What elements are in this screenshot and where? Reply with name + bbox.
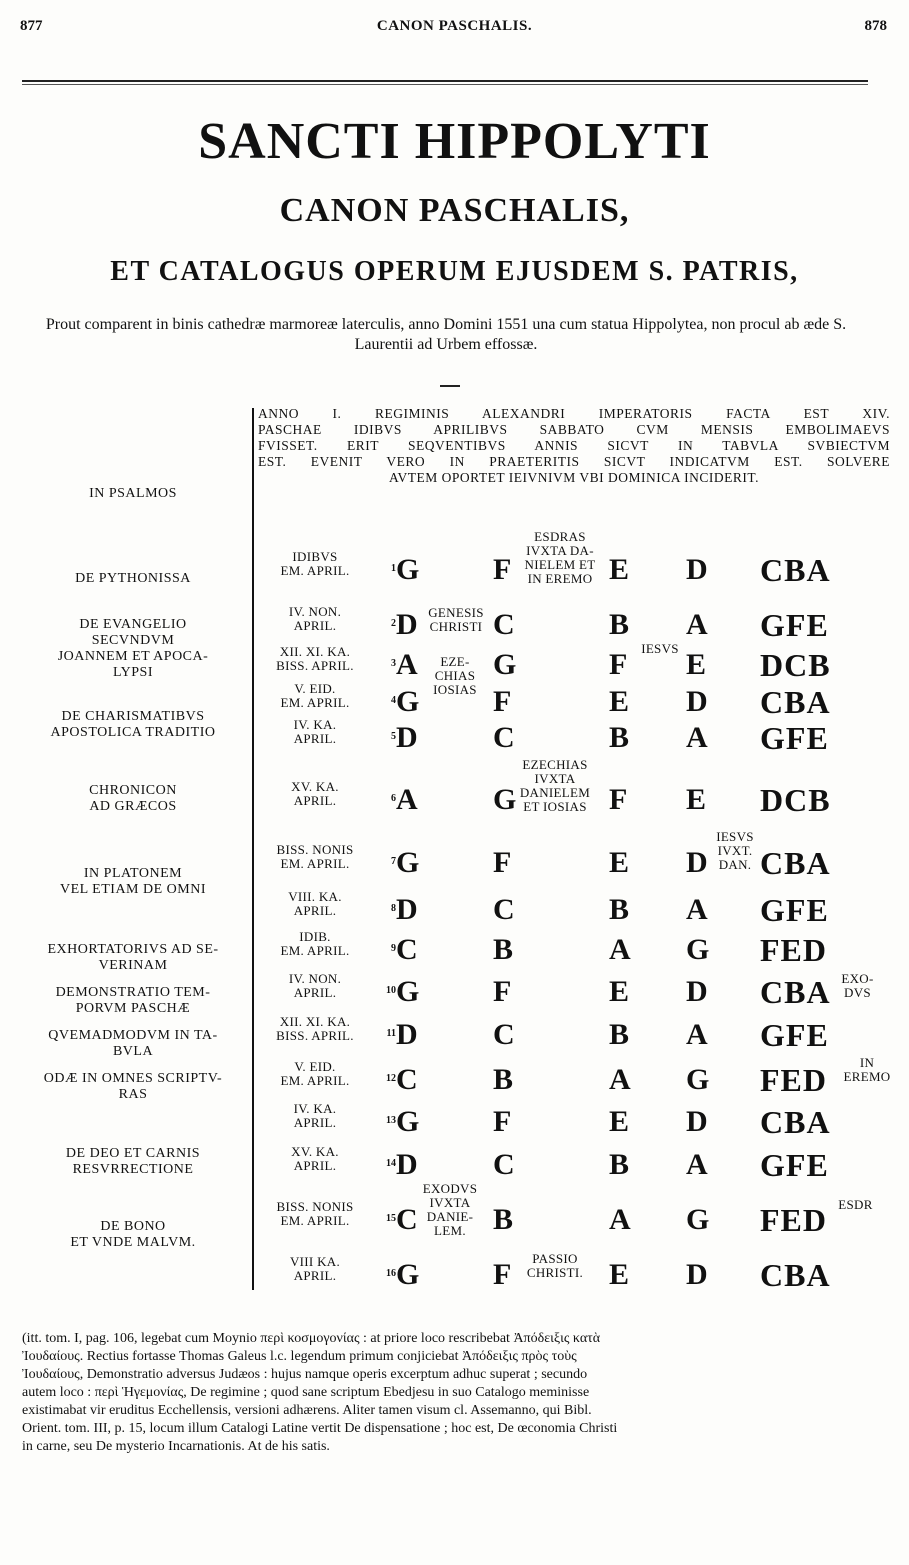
table-row [0,1145,909,1185]
dominical-letter: E [609,1258,630,1291]
table-note: GENESIS CHRISTI [428,605,484,634]
year-number: 4 [391,695,396,706]
year-number: 7 [391,856,396,867]
year-number: 9 [391,943,396,954]
heading-line: ANNO I. REGIMINIS ALEXANDRI IMPERATORIS FACTA EST XIV. [258,406,890,421]
dominical-letter: D [396,1018,418,1051]
year-number: 10 [386,985,396,996]
letter-triplet: GFE [760,1017,829,1053]
date-line: EM. APRIL. [280,563,350,578]
dominical-letter: B [609,721,630,754]
catalogue-entry: DE DEO ET CARNIS RESVRRECTIONE [65,1146,201,1177]
dominical-letter: C [396,1203,418,1236]
year-number: 6 [391,793,396,804]
catalogue-entry: DE EVANGELIO SECVNDVM JOANNEM ET APOCA- LYPSI [57,617,209,680]
header-rule-thin [22,84,868,85]
year-number: 1 [391,563,396,574]
dominical-letter: G [396,846,420,879]
dominical-letter: B [493,933,514,966]
table-note: EZECHIAS IVXTA DANIELEM ET IOSIAS [519,757,591,814]
table-row [0,930,909,970]
easter-date [256,1200,374,1228]
dominical-letter: F [493,685,512,718]
dominical-letter: B [493,1063,514,1096]
catalogue-entry: CHRONICON AD GRÆCOS [89,783,177,814]
date-line: IDIB. [299,929,331,944]
date-line: IV. KA. [293,717,337,732]
table-row [0,890,909,930]
catalogue-entry: QVEMADMODVM IN TA- BVLA [48,1028,218,1059]
running-title: CANON PASCHALIS. [376,18,533,34]
table-note: ESDRAS IVXTA DA- NIELEM ET IN EREMO [524,529,596,586]
dominical-letter: C [493,1148,515,1181]
table-note: EXO- DVS [841,971,874,1000]
date-line: EM. APRIL. [280,1073,350,1088]
dominical-letter: B [609,1148,630,1181]
dominical-letter: A [609,1203,631,1236]
letter-triplet: DCB [760,782,831,818]
table-note: EXODVS IVXTA DANIE- LEM. [422,1181,478,1238]
dominical-letter: G [396,975,420,1008]
dominical-letter: E [609,685,630,718]
dominical-letter: G [396,553,420,586]
letter-triplet: FED [760,1062,827,1098]
footnote-line: Ἰουδαίους. Rectius fortasse Thomas Galeus l.c. legendum primum conjiciebat Ἀπόδειξις πρὸς τοὺς [22,1349,577,1364]
dominical-letter: C [493,608,515,641]
dominical-letter: A [609,1063,631,1096]
dominical-letter: A [686,1018,708,1051]
dominical-letter: G [686,1203,710,1236]
footnote-line: Orient. tom. III, p. 15, locum illum Catalogi Latine vertit De dispensatione ; hoc est, De œconomia Christi [22,1421,618,1436]
footnote-line: in carne, seu De mysterio Incarnationis. At de his satis. [22,1439,330,1454]
title-catalogue: ET CATALOGUS OPERUM EJUSDEM S. PATRIS, [110,256,799,287]
dominical-letter: F [609,648,628,681]
date-line: XII. XI. KA. [279,644,351,659]
date-line: XV. KA. [291,779,339,794]
intro-paragraph: Prout comparent in binis cathedræ marmoreæ laterculis, anno Domini 1551 una cum statua Hippolytea, non procul ab æde S. Laurentii ad Urbem effossæ. [45,316,847,353]
date-line: V. EID. [294,1059,336,1074]
year-number: 8 [391,903,396,914]
easter-date [256,605,374,633]
easter-date [256,1255,374,1283]
footnote-line: (itt. tom. I, pag. 106, legebat cum Moynio περὶ κοσμογονίας : at priore loco rescribebat Ἀπόδειξις κατὰ [22,1331,601,1346]
dominical-letter: E [609,553,630,586]
dominical-letter: E [609,1105,630,1138]
dominical-letter: C [493,1018,515,1051]
date-line: IV. NON. [288,971,342,986]
date-line: APRIL. [293,985,337,1000]
dominical-letter: F [493,1105,512,1138]
table-row [0,780,909,820]
easter-date [256,780,374,808]
dominical-letter: A [686,1148,708,1181]
easter-date [256,645,374,673]
date-line: VIII. KA. [288,889,342,904]
table-row [0,550,909,590]
easter-date [256,1145,374,1173]
letter-triplet: CBA [760,684,831,720]
dominical-letter: D [396,721,418,754]
dominical-letter: G [396,1105,420,1138]
dominical-letter: A [686,893,708,926]
catalogue-entry: ODÆ IN OMNES SCRIPTV- RAS [43,1071,223,1102]
date-line: XV. KA. [291,1144,339,1159]
catalogue-entry: DE PYTHONISSA [75,571,191,586]
date-line: APRIL. [293,618,337,633]
year-number: 15 [386,1213,396,1224]
heading-line: FVISSET. ERIT SEQVENTIBVS ANNIS SICVT IN TABVLA SVBIECTVM [258,438,890,453]
dominical-letter: G [493,783,517,816]
table-heading [258,406,890,486]
date-line: V. EID. [294,681,336,696]
date-line: APRIL. [293,1115,337,1130]
letter-triplet: CBA [760,1104,831,1140]
footnote-line: Ἰουδαίους, Demonstratio adversus Judæos : hujus namque operis excerptum adhuc superat ; secundo [22,1367,588,1382]
dominical-letter: D [686,1258,708,1291]
dominical-letter: G [396,685,420,718]
header-rule [22,80,868,82]
page-number-left: 877 [20,18,43,34]
footnote-line: existimabat vir eruditus Ecchellensis, versioni adhærens. Aliter tamen visum cl. Assemanno, qui Bibl. [22,1403,592,1418]
dominical-letter: A [396,648,418,681]
dominical-letter: D [686,685,708,718]
table-row [0,1102,909,1142]
date-line: APRIL. [293,903,337,918]
letter-triplet: CBA [760,1257,831,1293]
dominical-letter: B [493,1203,514,1236]
date-line: IV. KA. [293,1101,337,1116]
dominical-letter: E [686,783,707,816]
table-note: IESVS IVXT. DAN. [716,829,754,872]
year-number: 12 [386,1073,396,1084]
dominical-letter: D [686,846,708,879]
date-line: XII. XI. KA. [279,1014,351,1029]
catalogue-entry: DE BONO ET VNDE MALVM. [70,1219,196,1250]
easter-date [256,972,374,1000]
date-line: EM. APRIL. [280,856,350,871]
easter-date [256,1060,374,1088]
dominical-letter: F [493,975,512,1008]
catalogue-entry: IN PSALMOS [89,486,177,501]
heading-line: PASCHAE IDIBVS APRILIBVS SABBATO CVM MENSIS EMBOLIMAEVS [258,422,890,437]
separator-dash [440,385,460,387]
date-line: BISS. NONIS [276,1199,354,1214]
table-row [0,972,909,1012]
date-line: APRIL. [293,1158,337,1173]
dominical-letter: D [686,553,708,586]
letter-triplet: GFE [760,892,829,928]
year-number: 3 [391,658,396,669]
dominical-letter: E [686,648,707,681]
dominical-letter: F [493,1258,512,1291]
letter-triplet: FED [760,1202,827,1238]
easter-date [256,1015,374,1043]
easter-date [256,682,374,710]
dominical-letter: A [686,721,708,754]
catalogue-entry: EXHORTATORIVS AD SE- VERINAM [47,942,219,973]
dominical-letter: F [493,846,512,879]
catalogue-entry: DE CHARISMATIBVS APOSTOLICA TRADITIO [50,709,216,740]
table-row [0,1255,909,1295]
title-main: SANCTI HIPPOLYTI [198,113,711,170]
dominical-letter: B [609,608,630,641]
table-note: IESVS [641,641,679,656]
dominical-letter: G [686,1063,710,1096]
easter-date [256,1102,374,1130]
year-number: 5 [391,731,396,742]
dominical-letter: C [396,933,418,966]
dominical-letter: A [396,783,418,816]
letter-triplet: GFE [760,607,829,643]
year-number: 2 [391,618,396,629]
letter-triplet: DCB [760,647,831,683]
heading-line: AVTEM OPORTET IEIVNIVM VBI DOMINICA INCIDERIT. [389,470,759,485]
letter-triplet: CBA [760,552,831,588]
date-line: EM. APRIL. [280,1213,350,1228]
date-line: EM. APRIL. [280,695,350,710]
letter-triplet: GFE [760,720,829,756]
table-note: EZE- CHIAS IOSIAS [433,654,477,697]
footnote [22,1330,870,1456]
dominical-letter: A [609,933,631,966]
date-line: APRIL. [293,731,337,746]
dominical-letter: D [686,975,708,1008]
date-line: BISS. NONIS [276,842,354,857]
date-line: APRIL. [293,793,337,808]
year-number: 11 [386,1028,396,1039]
catalogue-entry: DEMONSTRATIO TEM- PORVM PASCHÆ [55,985,211,1016]
easter-date [256,718,374,746]
title-sub: CANON PASCHALIS, [279,192,630,229]
table-note: PASSIO CHRISTI. [526,1251,584,1280]
letter-triplet: CBA [760,845,831,881]
table-note: IN EREMO [843,1055,891,1084]
dominical-letter: F [493,553,512,586]
table-row [0,718,909,758]
date-line: BISS. APRIL. [276,658,354,673]
footnote-line: autem loco : περὶ Ἡγεμονίας, De regimine ; quod sane scriptum Ebedjesu in suo Catalogo meminisse [22,1385,590,1400]
dominical-letter: D [686,1105,708,1138]
date-line: BISS. APRIL. [276,1028,354,1043]
easter-date [256,930,374,958]
page-number-right: 878 [864,18,887,34]
dominical-letter: F [609,783,628,816]
table-row [0,1060,909,1100]
dominical-letter: G [493,648,517,681]
date-line: VIII KA. [289,1254,341,1269]
dominical-letter: D [396,893,418,926]
catalogue-entry: IN PLATONEM VEL ETIAM DE OMNI [59,866,206,897]
table-note: ESDR [838,1197,873,1212]
letter-triplet: CBA [760,974,831,1010]
dominical-letter: G [686,933,710,966]
dominical-letter: E [609,846,630,879]
dominical-letter: A [686,608,708,641]
running-header [0,18,909,42]
dominical-letter: G [396,1258,420,1291]
easter-date [256,550,374,578]
dominical-letter: D [396,1148,418,1181]
heading-line: EST. EVENIT VERO IN PRAETERITIS SICVT INDICATVM EST. SOLVERE [258,454,890,469]
date-line: EM. APRIL. [280,943,350,958]
dominical-letter: E [609,975,630,1008]
date-line: IDIBVS [292,549,338,564]
table-row [0,843,909,883]
letter-triplet: FED [760,932,827,968]
year-number: 13 [386,1115,396,1126]
dominical-letter: C [396,1063,418,1096]
letter-triplet: GFE [760,1147,829,1183]
date-line: APRIL. [293,1268,337,1283]
dominical-letter: B [609,1018,630,1051]
dominical-letter: C [493,721,515,754]
dominical-letter: D [396,608,418,641]
date-line: IV. NON. [288,604,342,619]
year-number: 14 [386,1158,396,1169]
easter-date [256,843,374,871]
dominical-letter: B [609,893,630,926]
table-row [0,1015,909,1055]
year-number: 16 [386,1268,396,1279]
easter-date [256,890,374,918]
dominical-letter: C [493,893,515,926]
